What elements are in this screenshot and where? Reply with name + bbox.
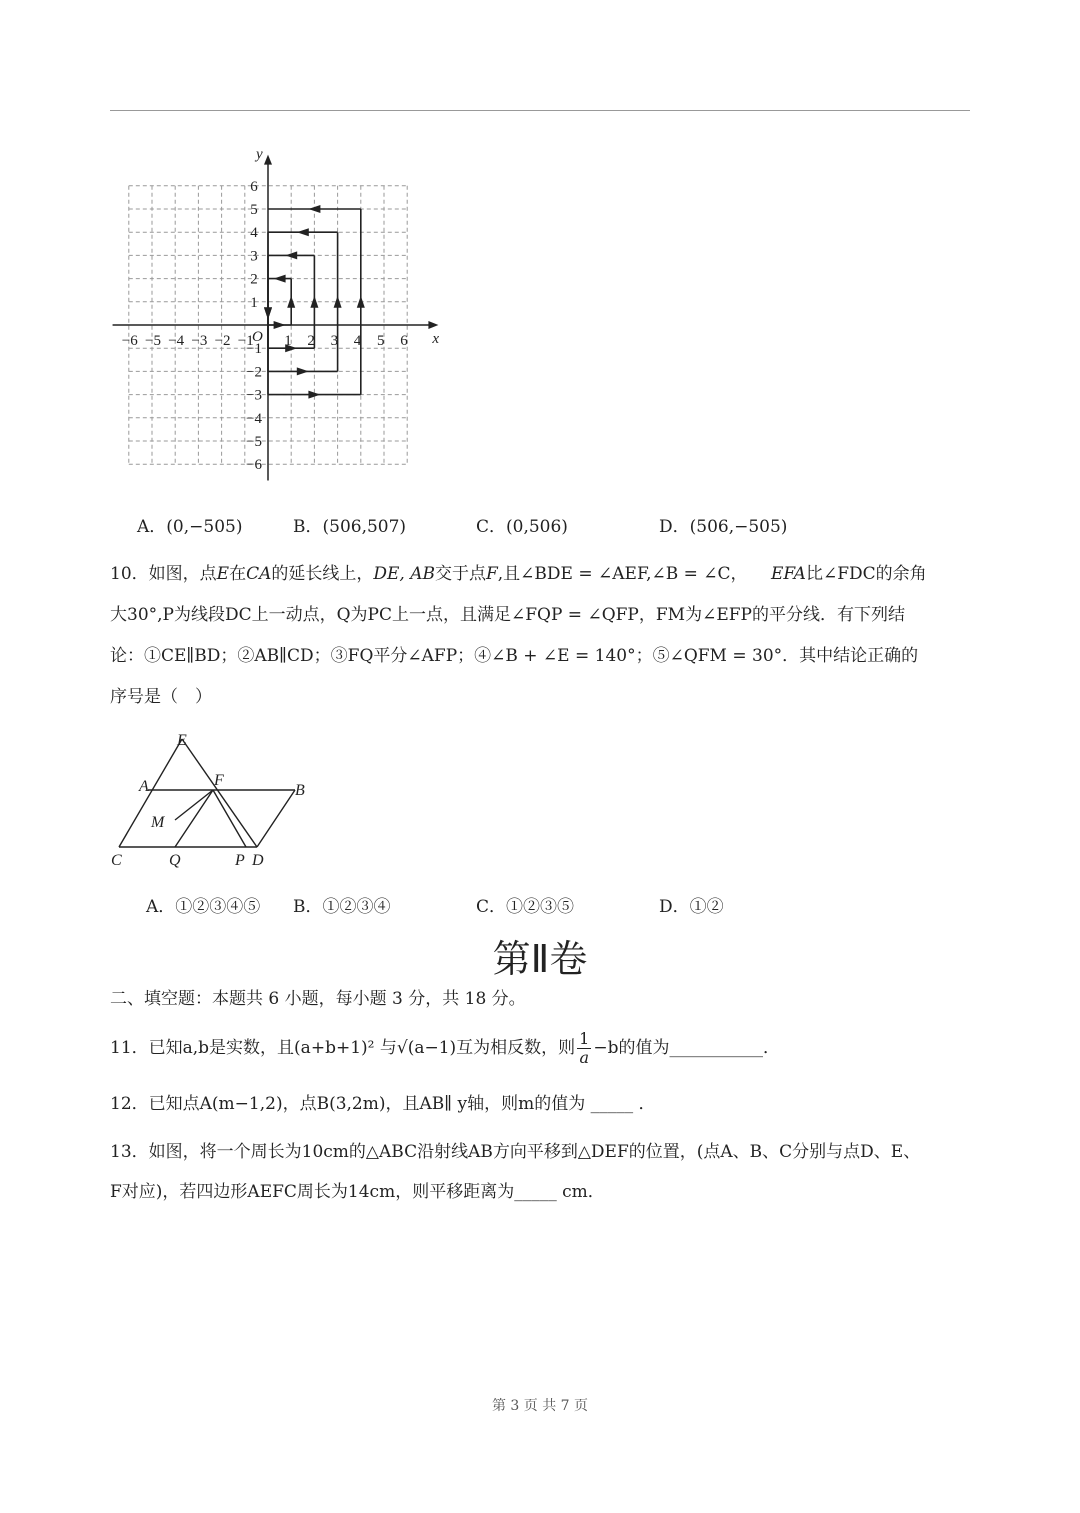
- y-tick-label: −6: [246, 457, 262, 474]
- x-tick-label: −4: [168, 333, 185, 349]
- x-tick-label: −5: [145, 333, 161, 349]
- section-title: 第Ⅱ卷: [492, 937, 588, 981]
- y-tick-label: 5: [250, 202, 258, 218]
- label-F: F: [214, 772, 224, 789]
- x-tick-label: −3: [191, 333, 208, 349]
- path-arrow: [274, 321, 286, 329]
- label-A: A: [139, 778, 149, 795]
- x-tick-label: 6: [400, 333, 408, 349]
- y-tick-label: 2: [250, 271, 258, 288]
- line-FM: [175, 790, 213, 820]
- header-rule: [110, 110, 970, 111]
- x-tick-label: 1: [284, 333, 292, 349]
- x-axis-arrow: [428, 321, 438, 329]
- line-DB: [257, 790, 295, 847]
- q10-option-c: C．①②③⑤: [476, 897, 575, 917]
- q9-option-d: D．(506,−505): [659, 517, 788, 537]
- label-C: C: [111, 852, 122, 869]
- q13-line-2: F对应)，若四边形AEFC周长为14cm，则平移距离为_____ cm．: [110, 1182, 605, 1202]
- q10-line-2: 大30°,P为线段DC上一动点，Q为PC上一点，且满足∠FQP = ∠QFP，FM为∠EFP的平分线．有下列结: [110, 605, 905, 625]
- x-tick-label: −1: [237, 333, 254, 349]
- q10-line-1: 10．如图，点E在CA的延长线上，DE, AB交于点F,且∠BDE = ∠AEF,∠B = ∠C， EFA比∠FDC的余角: [110, 564, 927, 584]
- origin-label: O: [252, 329, 263, 345]
- section-intro: 二、填空题：本题共 6 小题，每小题 3 分，共 18 分。: [110, 989, 526, 1009]
- q10-line-3: 论：①CE∥BD；②AB∥CD；③FQ平分∠AFP；④∠B + ∠E = 140°；⑤∠QFM = 30°．其中结论正确的: [110, 646, 919, 666]
- q10-option-b: B．①②③④: [293, 897, 391, 917]
- q12: 12．已知点A(m−1,2)，点B(3,2m)，且AB∥ y轴，则m的值为 _____ ．: [110, 1094, 656, 1114]
- line-FQ: [175, 790, 213, 847]
- path-arrow: [308, 205, 320, 213]
- y-tick-label: −3: [246, 387, 262, 404]
- path-arrow: [297, 228, 309, 236]
- y-tick-label: 6: [250, 178, 258, 195]
- q11-part-1: 11．已知a,b是实数，且(a+b+1)² 与√(a−1)互为相反数，则: [110, 1038, 576, 1058]
- y-tick-label: 4: [250, 225, 258, 242]
- q13-line-1: 13．如图，将一个周长为10cm的△ABC沿射线AB方向平移到△DEF的位置，(点A、B、C分别与点D、E、: [110, 1142, 921, 1162]
- line-ED: [182, 739, 257, 847]
- line-FP: [213, 790, 246, 847]
- y-tick-label: 3: [250, 248, 258, 265]
- coordinate-graph: [100, 150, 445, 490]
- y-axis-arrow: [264, 155, 272, 165]
- q10-option-a: A．①②③④⑤: [146, 897, 261, 917]
- x-tick-label: −6: [121, 333, 138, 349]
- x-axis-label: x: [432, 331, 440, 347]
- label-P: P: [235, 852, 245, 869]
- label-D: D: [252, 852, 264, 869]
- label-E: E: [177, 732, 187, 749]
- page-footer: 第 3 页 共 7 页: [491, 1398, 589, 1414]
- q10-line-4: 序号是（ ）: [110, 687, 212, 707]
- y-axis-label: y: [256, 150, 263, 163]
- q9-option-b: B．(506,507): [293, 517, 407, 537]
- x-tick-label: 2: [307, 333, 315, 349]
- q10-option-d: D．①②: [659, 897, 724, 917]
- q9-option-a: A．(0,−505): [137, 517, 243, 537]
- label-M: M: [151, 814, 165, 831]
- q11-part-2: −b的值为___________．: [593, 1038, 780, 1058]
- path-arrow: [274, 275, 286, 283]
- y-tick-label: −1: [246, 341, 262, 358]
- path-arrow: [297, 367, 309, 375]
- y-tick-label: 1: [250, 294, 258, 311]
- fraction: $\frac{1}{a}$: [579, 1029, 590, 1067]
- x-tick-label: 3: [330, 333, 339, 349]
- y-tick-label: −4: [246, 410, 262, 427]
- x-tick-label: −2: [214, 333, 231, 349]
- path-arrow: [287, 296, 295, 308]
- y-tick-label: −5: [246, 434, 262, 450]
- path-arrow: [264, 307, 272, 319]
- label-Q: Q: [169, 852, 181, 869]
- q10-figure: [105, 725, 325, 875]
- q9-option-c: C．(0,506): [476, 517, 568, 537]
- x-tick-label: 4: [353, 333, 362, 349]
- y-tick-label: −2: [246, 364, 262, 381]
- x-tick-label: 5: [377, 333, 385, 349]
- q11: [110, 1026, 780, 1070]
- label-B: B: [295, 782, 305, 799]
